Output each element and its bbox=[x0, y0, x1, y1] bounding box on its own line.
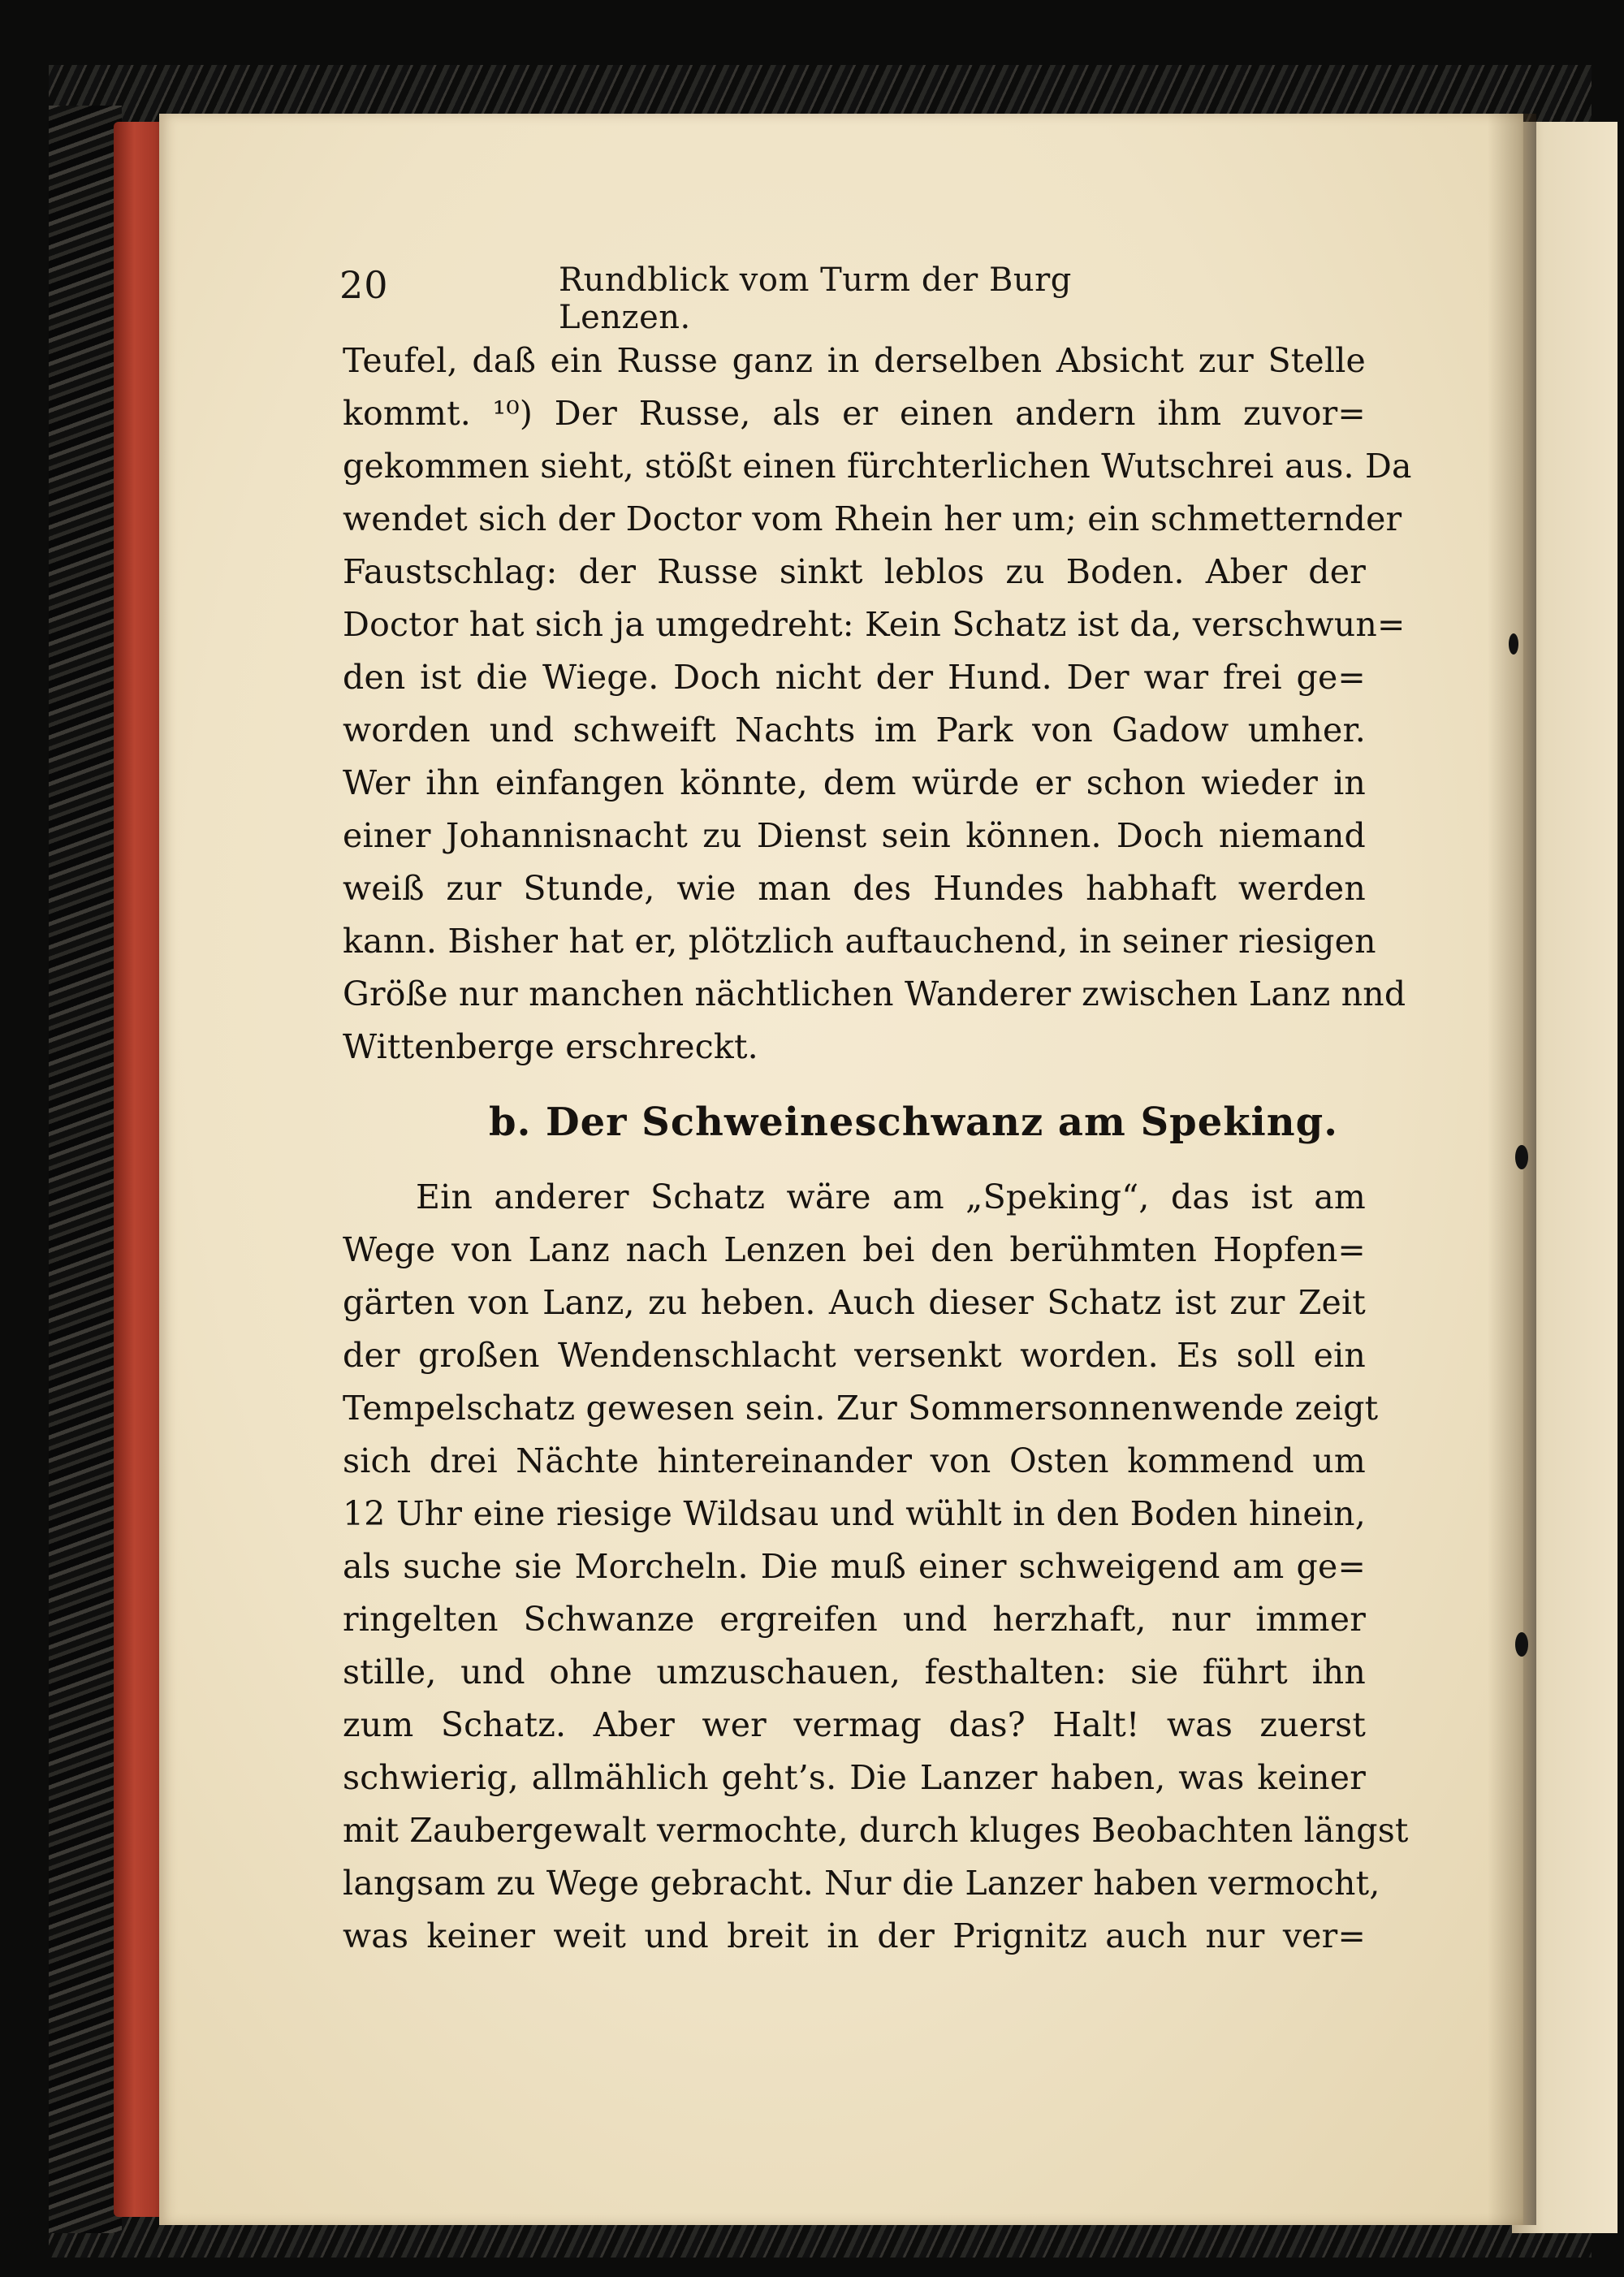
text-line: mit Zaubergewalt vermochte, durch kluges Beobachten längst bbox=[343, 1811, 1409, 1850]
body-text bbox=[343, 335, 1412, 1963]
text-line: den ist die Wiege. Doch nicht der Hund. Der war frei ge= bbox=[343, 658, 1366, 697]
text-line: Wer ihn einfangen könnte, dem würde er schon wieder in bbox=[343, 763, 1366, 802]
text-line: kommt. ¹⁰) Der Russe, als er einen andern ihm zuvor= bbox=[343, 394, 1366, 433]
text-line: Teufel, daß ein Russe ganz in derselben Absicht zur Stelle bbox=[343, 341, 1366, 380]
text-line: gärten von Lanz, zu heben. Auch dieser Schatz ist zur Zeit bbox=[343, 1283, 1366, 1322]
text-line: weiß zur Stunde, wie man des Hundes habhaft werden bbox=[343, 869, 1366, 908]
text-line: langsam zu Wege gebracht. Nur die Lanzer haben vermocht, bbox=[343, 1864, 1380, 1903]
text-line: als suche sie Morcheln. Die muß einer schweigend am ge= bbox=[343, 1547, 1366, 1586]
gutter-shadow bbox=[1488, 114, 1536, 2225]
text-line: was keiner weit und breit in der Prignitz auch nur ver= bbox=[343, 1916, 1366, 1955]
running-head: Rundblick vom Turm der Burg Lenzen. bbox=[559, 261, 1072, 336]
text-line: worden und schweift Nachts im Park von Gadow umher. bbox=[343, 711, 1366, 750]
text-line: ringelten Schwanze ergreifen und herzhaft, nur immer bbox=[343, 1600, 1366, 1639]
text-line: Ein anderer Schatz wäre am „Speking“, das ist am bbox=[416, 1177, 1366, 1216]
section-heading: b. Der Schweineschwanz am Speking. bbox=[489, 1100, 1338, 1145]
text-line: Doctor hat sich ja umgedreht: Kein Schatz ist da, verschwun= bbox=[343, 605, 1406, 644]
text-line: Wittenberge erschreckt. bbox=[343, 1027, 758, 1066]
text-line: stille, und ohne umzuschauen, festhalten: sie führt ihn bbox=[343, 1653, 1366, 1692]
text-line: gekommen sieht, stößt einen fürchterlichen Wutschrei aus. Da bbox=[343, 447, 1412, 486]
text-line: sich drei Nächte hintereinander von Osten kommend um bbox=[343, 1441, 1366, 1480]
text-line: der großen Wendenschlacht versenkt worden. Es soll ein bbox=[343, 1336, 1366, 1375]
page-speck bbox=[1509, 633, 1518, 655]
text-line: zum Schatz. Aber wer vermag das? Halt! was zuerst bbox=[343, 1705, 1366, 1744]
page-number: 20 bbox=[339, 263, 389, 307]
text-line: kann. Bisher hat er, plötzlich auftauchend, in seiner riesigen bbox=[343, 922, 1376, 961]
page-header bbox=[339, 252, 1151, 336]
text-line: 12 Uhr eine riesige Wildsau und wühlt in den Boden hinein, bbox=[343, 1494, 1366, 1533]
text-line: Faustschlag: der Russe sinkt leblos zu Boden. Aber der bbox=[343, 552, 1366, 591]
page-speck bbox=[1515, 1145, 1528, 1169]
text-line: Größe nur manchen nächtlichen Wanderer zwischen Lanz nnd bbox=[343, 974, 1406, 1013]
text-line: Tempelschatz gewesen sein. Zur Sommersonnenwende zeigt bbox=[343, 1389, 1379, 1428]
page-speck bbox=[1515, 1632, 1528, 1657]
text-line: einer Johannisnacht zu Dienst sein können. Doch niemand bbox=[343, 816, 1366, 855]
book-spine-cover bbox=[49, 106, 122, 2233]
text-line: Wege von Lanz nach Lenzen bei den berühmten Hopfen= bbox=[343, 1230, 1366, 1269]
text-line: schwierig, allmählich geht’s. Die Lanzer haben, was keiner bbox=[343, 1758, 1366, 1797]
text-line: wendet sich der Doctor vom Rhein her um; ein schmetternder bbox=[343, 499, 1402, 538]
